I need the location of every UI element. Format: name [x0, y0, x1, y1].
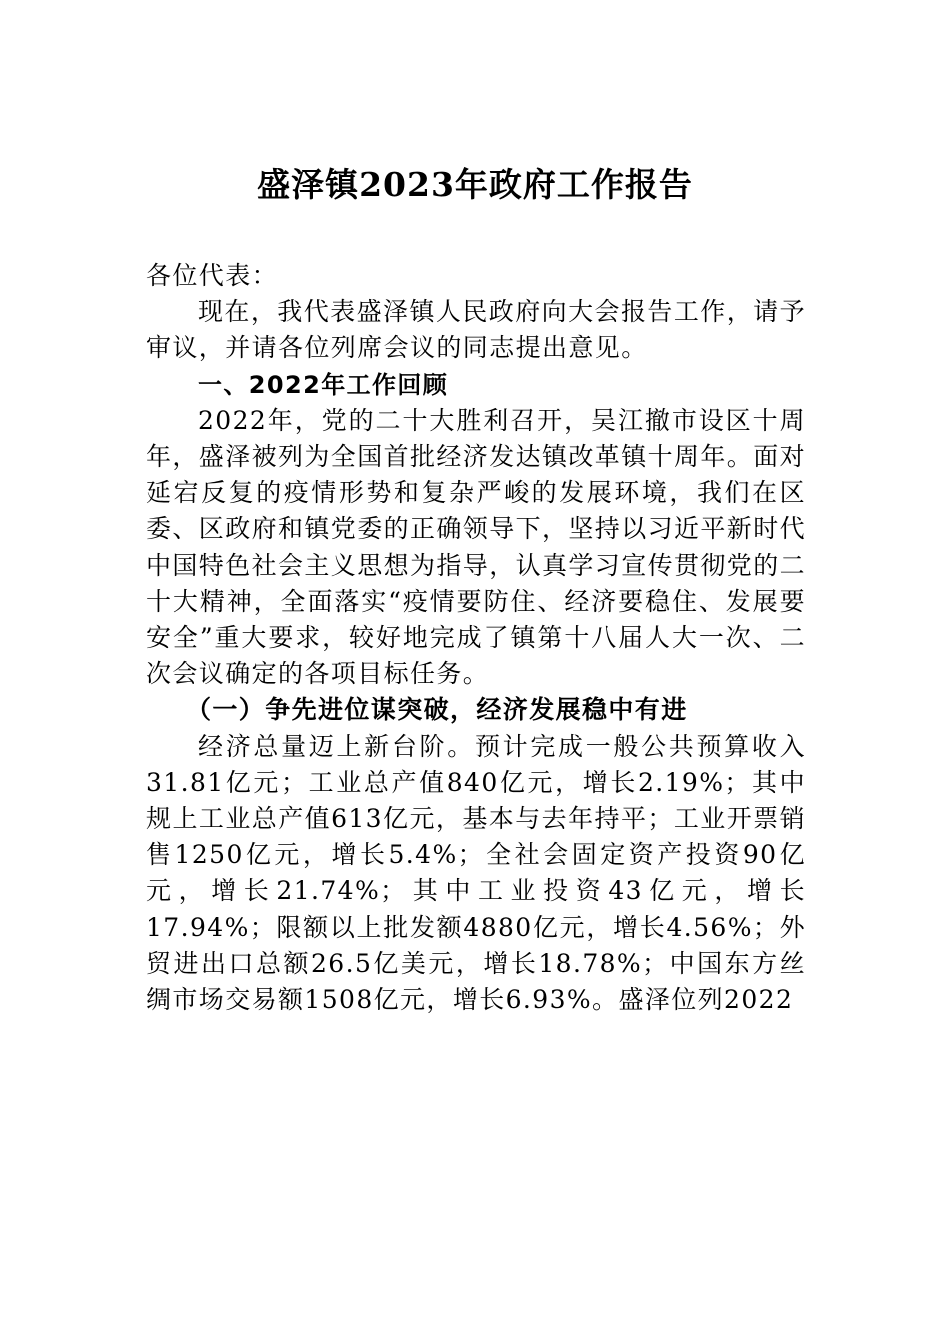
document-title: 盛泽镇2023年政府工作报告	[257, 165, 693, 204]
salutation: 各位代表：	[146, 261, 279, 290]
intro-paragraph: 现在，我代表盛泽镇人民政府向大会报告工作，请予审议，并请各位列席会议的同志提出意见。	[146, 297, 806, 363]
section-heading: 一、2022年工作回顾	[198, 370, 449, 399]
subsection-paragraph: 经济总量迈上新台阶。预计完成一般公共预算收入31.81亿元；工业总产值840亿元，增长2.19%；其中规上工业总产值613亿元，基本与去年持平；工业开票销售1250亿元，增长5.4%；全社会固定资产投资90亿元，增长21.74%；其中工业投资43亿元，增长17.94%；限额以上批发额4880亿元，增长4.56%；外贸进出口总额26.5亿美元，增长18.78%；中国东方丝绸市场交易额1508亿元，增长6.93%。盛泽位列2022	[146, 731, 806, 1015]
section-paragraph: 2022年，党的二十大胜利召开，吴江撤市设区十周年，盛泽被列为全国首批经济发达镇改革镇十周年。面对延宕反复的疫情形势和复杂严峻的发展环境，我们在区委、区政府和镇党委的正确领导下，坚持以习近平新时代中国特色社会主义思想为指导，认真学习宣传贯彻党的二十大精神，全面落实“疫情要防住、经济要稳住、发展要安全”重大要求，较好地完成了镇第十八届人大一次、二次会议确定的各项目标任务。	[146, 405, 807, 689]
subsection-heading: （一）争先进位谋突破，经济发展稳中有进	[186, 695, 688, 725]
document-body	[146, 258, 806, 1018]
